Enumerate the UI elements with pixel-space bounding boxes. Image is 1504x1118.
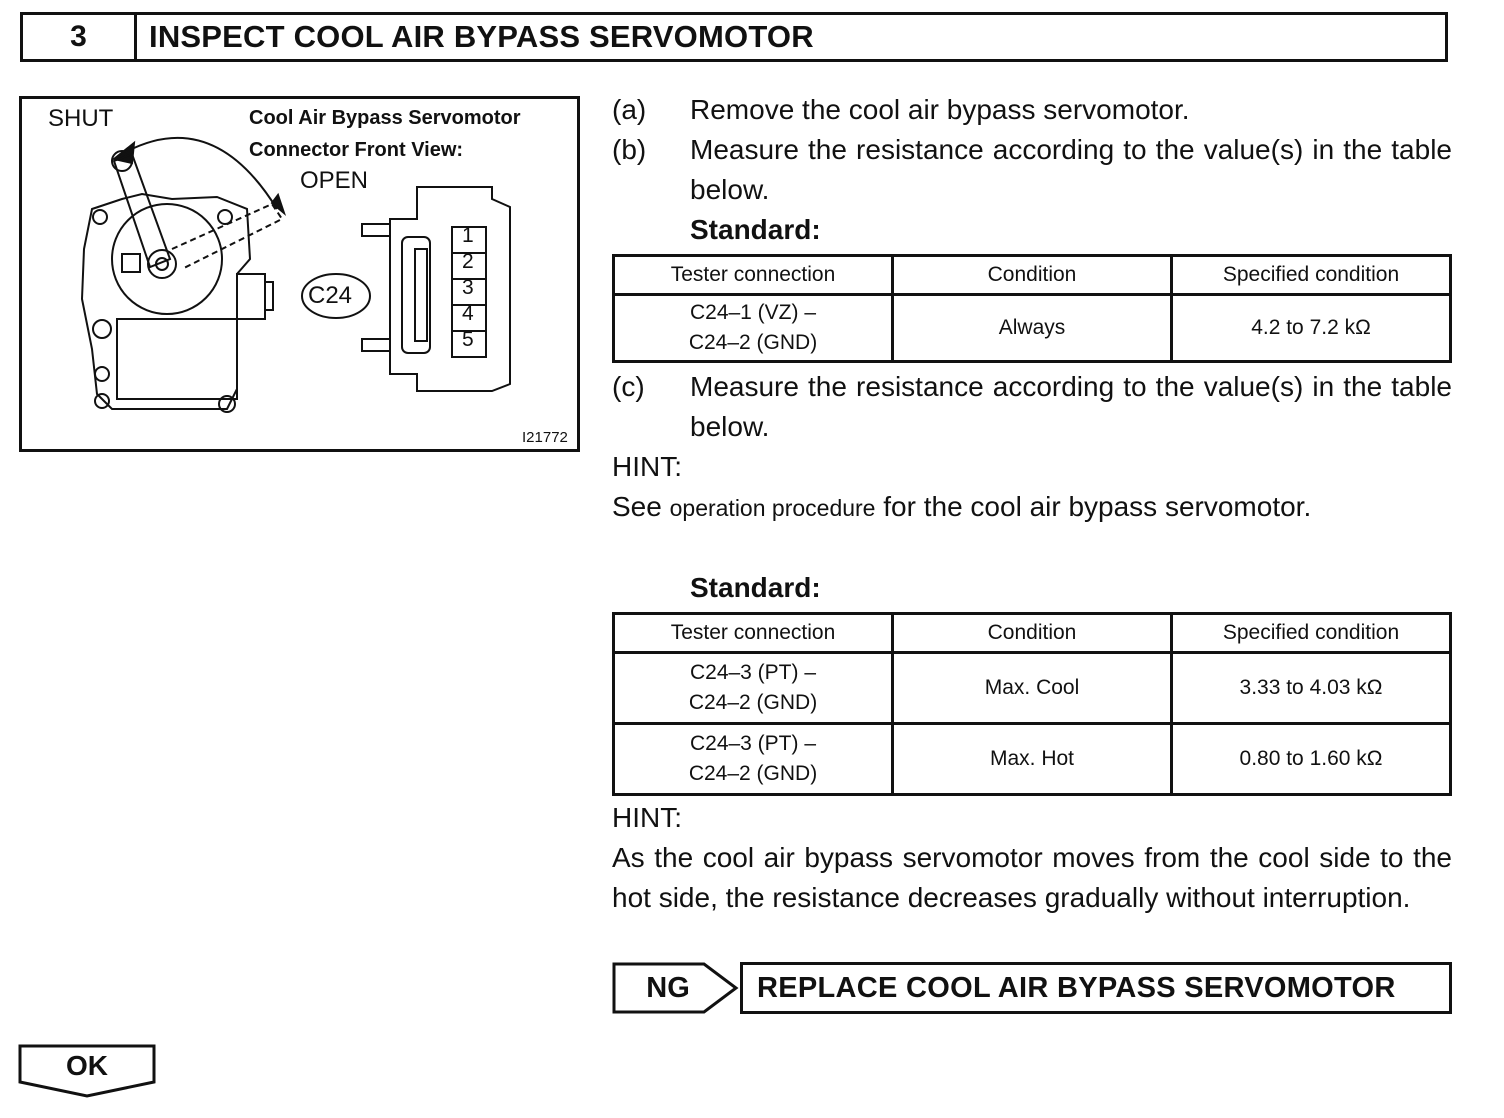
ng-action: REPLACE COOL AIR BYPASS SERVOMOTOR [740, 962, 1452, 1014]
shut-label: SHUT [48, 105, 114, 132]
hint-2-text: As the cool air bypass servomotor moves from the cool side to the hot side, the resistance decreases gradually without interruption. [612, 842, 1452, 913]
conn-line2: C24–2 (GND) [688, 331, 818, 354]
step-c [612, 367, 1452, 447]
image-id: I21772 [522, 429, 568, 446]
step-a-text: Remove the cool air bypass servomotor. [690, 94, 1190, 125]
arrow-head-right [272, 195, 284, 213]
col-specified-condition: Specified condition [1172, 256, 1451, 295]
open-label: OPEN [300, 167, 369, 194]
ng-label[interactable]: NG [646, 971, 690, 1004]
motor-connector [237, 274, 265, 319]
standard-label-2: Standard: [690, 572, 821, 603]
resistance-table-2 [612, 612, 1452, 796]
hint-label-2: HINT: [612, 802, 682, 833]
cell-tester-connection [614, 724, 893, 795]
cell-spec: 0.80 to 1.60 kΩ [1172, 724, 1451, 795]
table-row [614, 653, 1451, 724]
conn-line1: C24–1 (VZ) – [689, 301, 817, 324]
conn-line2: C24–2 (GND) [688, 691, 818, 714]
cell-condition: Max. Cool [893, 653, 1172, 724]
conn-line2: C24–2 (GND) [688, 762, 818, 785]
cell-tester-connection [614, 295, 893, 362]
hint-1-text [612, 487, 1452, 528]
lever-open-position [172, 204, 282, 269]
step-title: INSPECT COOL AIR BYPASS SERVOMOTOR [149, 19, 814, 54]
resistance-table-1 [612, 254, 1452, 363]
connector-id: C24 [308, 282, 353, 309]
servomotor-illustration [19, 96, 580, 452]
mount-hole-1 [93, 210, 107, 224]
pin-1: 1 [462, 224, 474, 247]
hint-label-1: HINT: [612, 451, 682, 482]
mount-hole-3 [93, 320, 111, 338]
cell-condition: Always [893, 295, 1172, 362]
mount-hole-5 [95, 394, 109, 408]
connector-shell [390, 187, 510, 391]
conn-line1: C24–3 (PT) – [689, 732, 817, 755]
conn-line1: C24–3 (PT) – [689, 661, 817, 684]
table-row [614, 295, 1451, 362]
col-specified-condition: Specified condition [1172, 614, 1451, 653]
step-header [20, 12, 1448, 62]
ok-result[interactable] [18, 1044, 158, 1105]
table-header-row [614, 256, 1451, 295]
step-b-letter: (b) [612, 134, 647, 165]
motor-lower-block [117, 319, 237, 399]
pin-3: 3 [462, 276, 474, 299]
cell-condition: Max. Hot [893, 724, 1172, 795]
connector-caption-line1: Cool Air Bypass Servomotor [249, 107, 521, 129]
col-tester-connection: Tester connection [614, 256, 893, 295]
lever-pivot [148, 250, 176, 278]
ok-label: OK [66, 1050, 108, 1081]
operation-procedure-link[interactable]: operation procedure [669, 495, 876, 521]
pin-5: 5 [462, 328, 474, 351]
ng-result [612, 962, 1452, 1014]
col-tester-connection: Tester connection [614, 614, 893, 653]
cell-spec: 3.33 to 4.03 kΩ [1172, 653, 1451, 724]
step-b-text: Measure the resistance according to the value(s) in the table below. [690, 134, 1452, 205]
motor-housing [82, 194, 250, 409]
hint-1-prefix: See [612, 491, 662, 522]
hint-1-suffix: for the cool air bypass servomotor. [883, 491, 1312, 522]
procedure-content [612, 90, 1452, 918]
gear-housing [112, 204, 222, 314]
pin-4: 4 [462, 302, 474, 325]
step-c-letter: (c) [612, 371, 645, 402]
connector-caption-line2: Connector Front View: [249, 139, 464, 161]
step-c-text: Measure the resistance according to the value(s) in the table below. [690, 371, 1452, 442]
standard-label-1: Standard: [690, 214, 821, 245]
step-a [612, 90, 1452, 130]
cell-tester-connection [614, 653, 893, 724]
step-b [612, 130, 1452, 210]
pin-2: 2 [462, 250, 474, 273]
cell-spec: 4.2 to 7.2 kΩ [1172, 295, 1451, 362]
step-a-letter: (a) [612, 94, 647, 125]
step-number: 3 [23, 15, 137, 59]
col-condition: Condition [893, 614, 1172, 653]
table-header-row [614, 614, 1451, 653]
mount-hole-4 [95, 367, 109, 381]
table-row [614, 724, 1451, 795]
col-condition: Condition [893, 256, 1172, 295]
